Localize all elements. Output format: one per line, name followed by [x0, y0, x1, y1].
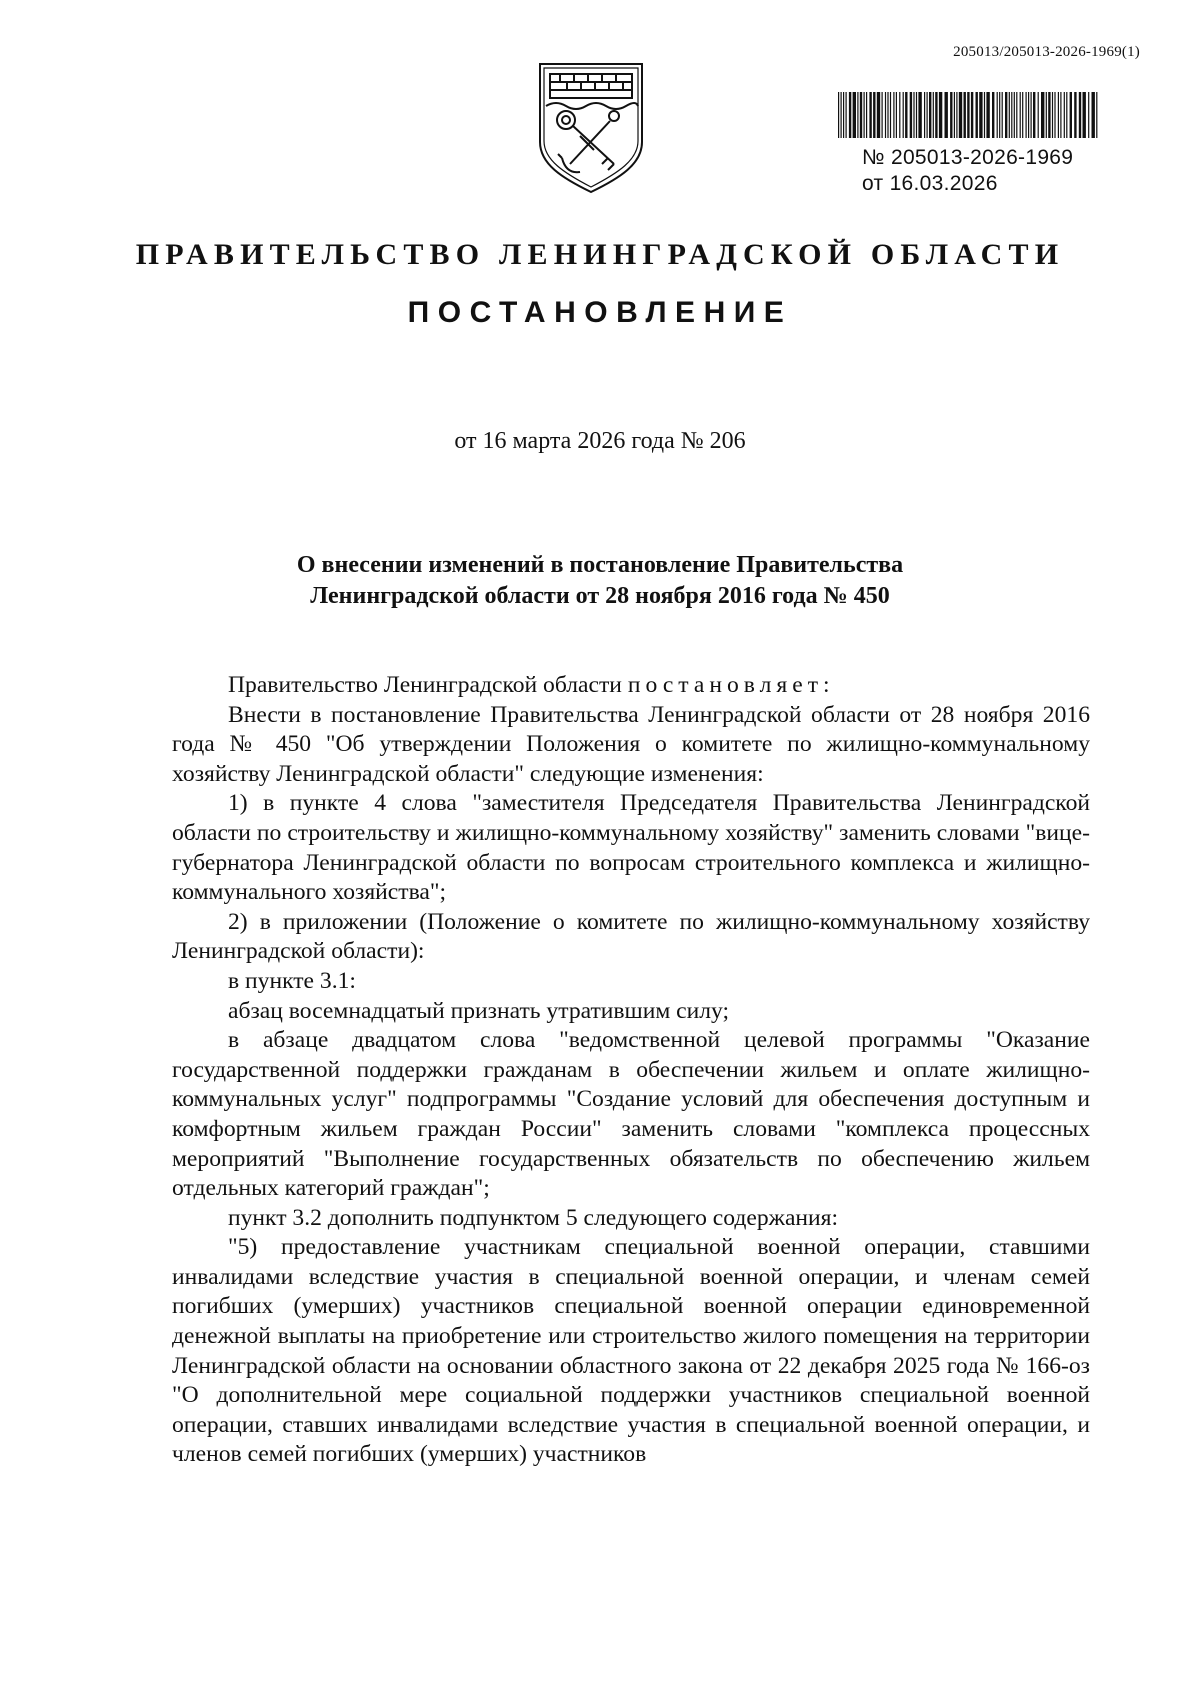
barcode-bar — [903, 92, 904, 138]
barcode-bar — [1005, 92, 1007, 138]
barcode-bar — [1083, 92, 1086, 138]
barcode-bar — [1060, 92, 1061, 138]
barcode-bar — [964, 92, 966, 138]
barcode-bar — [890, 92, 891, 138]
barcode-bar — [954, 92, 955, 138]
barcode-bar — [1026, 92, 1027, 138]
barcode-bar — [893, 92, 894, 138]
body-paragraph: пункт 3.2 дополнить подпунктом 5 следующего содержания: — [228, 1204, 839, 1231]
barcode-bar — [857, 92, 858, 138]
barcode-bar — [1009, 92, 1010, 138]
barcode-bar — [956, 92, 957, 138]
body-paragraph: "5) предоставление участникам специальной военной операции, ставшими инвалидами вследствие участия в специальной военной операции, и членам семей погибших (умерших) участников специальной военной операции единовременной денежной выплаты на приобретение или строительство жилого помещения на территории Ленинградской области на основании областного закона от 22 декабря 2025 года № 166-оз "О дополнительной мере социальной поддержки участников специальной военной операции, ставших инвалидами вследствие участия в специальной военной операции, и членов семей погибших (умерших) участников — [172, 1234, 1090, 1468]
barcode-bar — [979, 92, 982, 138]
registration-number: № 205013-2026-1969 — [862, 146, 1074, 169]
body-paragraph: 1) в пункте 4 слова "заместителя Председателя Правительства Ленинградской области по строительству и жилищно-коммунальному хозяйству" заменить словами "вице-губернатора Ленинградской области по вопросам строительного комплекса и жилищно-коммунального хозяйства"; — [172, 790, 1090, 906]
body-paragraph: в абзаце двадцатом слова "ведомственной целевой программы "Оказание государственной поддержки гражданам в обеспечении жильем и оплате жилищно-коммунальных услуг" подпрограммы "Создание условий для обеспечения доступным и комфортным жильем граждан России" заменить словами "комплекса процессных мероприятий "Выполнение государственных обязательств по обеспечению жильем отдельных категорий граждан"; — [172, 1027, 1090, 1202]
barcode-bar — [1028, 92, 1029, 138]
barcode-bar — [1038, 92, 1039, 138]
barcode-bar — [939, 92, 942, 138]
barcode-bar — [841, 92, 842, 138]
barcode-bar — [869, 92, 871, 138]
coat-of-arms-icon — [536, 60, 646, 196]
barcode-bar — [887, 92, 888, 138]
barcode-bar — [935, 92, 937, 138]
barcode-bar — [899, 92, 900, 138]
barcode-bar — [933, 92, 934, 138]
barcode-bar — [843, 92, 844, 138]
top-document-code: 205013/205013-2026-1969(1) — [953, 44, 1140, 60]
barcode-bar — [1011, 92, 1012, 138]
resolution-date-number: от 16 марта 2026 года № 206 — [454, 428, 746, 454]
barcode-bar — [849, 92, 851, 138]
barcode-bar — [927, 92, 928, 138]
barcode-bar — [945, 92, 948, 138]
preamble — [172, 671, 1090, 701]
barcode-bar — [846, 92, 847, 138]
barcode-bar — [877, 92, 880, 138]
barcode-bar — [1088, 92, 1089, 138]
barcode-bar — [1041, 92, 1044, 138]
barcode-bar — [999, 92, 1000, 138]
body-paragraph: Внести в постановление Правительства Ленинградской области от 28 ноября 2016 года № 450 "Об утверждении Положения о комитете по жилищно-коммунальному хозяйству Ленинградской области" следующие изменения: — [172, 701, 1090, 787]
barcode-bar — [971, 92, 973, 138]
barcode-bar — [1079, 92, 1081, 138]
barcode-bar — [1002, 92, 1003, 138]
barcode-bar — [882, 92, 883, 138]
barcode-bar — [997, 92, 998, 138]
barcode-bar — [905, 92, 907, 138]
barcode-bar — [896, 92, 897, 138]
body-paragraph: 2) в приложении (Положение о комитете по жилищно-коммунальному хозяйству Ленинградской области): — [172, 908, 1090, 965]
barcode-bar — [1058, 92, 1059, 138]
barcode-bar — [838, 92, 839, 138]
barcode-bar — [916, 92, 917, 138]
barcode-bar — [976, 92, 978, 138]
barcode-bar — [1033, 92, 1035, 138]
barcode-bar — [1014, 92, 1015, 138]
barcode-bar — [1046, 92, 1047, 138]
barcode-bar — [1016, 92, 1017, 138]
barcode-bar — [967, 92, 969, 138]
barcode-bar — [1020, 92, 1021, 138]
barcode-bar — [1066, 92, 1067, 138]
barcode-bar — [924, 92, 925, 138]
barcode-bar — [918, 92, 921, 138]
document-type-heading: ПОСТАНОВЛЕНИЕ — [407, 296, 793, 329]
barcode-bar — [913, 92, 914, 138]
barcode-bar — [929, 92, 931, 138]
barcode-bar — [984, 92, 985, 138]
government-title: ПРАВИТЕЛЬСТВО ЛЕНИНГРАДСКОЙ ОБЛАСТИ — [135, 238, 1065, 271]
barcode-bar — [1096, 92, 1097, 138]
barcode-bar — [950, 92, 952, 138]
barcode-bar — [860, 92, 862, 138]
barcode-bar — [1074, 92, 1076, 138]
barcode-bar — [986, 92, 989, 138]
barcode-bar — [864, 92, 865, 138]
subject-line-2: Ленинградской области от 28 ноября 2016 года № 450 — [310, 583, 890, 609]
preamble-keyword: постановляет: — [627, 672, 835, 698]
resolution-body — [172, 671, 1090, 1470]
body-paragraph: абзац восемнадцатый признать утратившим силу; — [228, 997, 730, 1024]
barcode-bar — [1054, 92, 1055, 138]
registration-date: от 16.03.2026 — [862, 172, 998, 195]
barcode-bar — [1070, 92, 1072, 138]
preamble-text: Правительство Ленинградской области — [228, 672, 628, 698]
barcode-bar — [910, 92, 912, 138]
barcode-bar — [866, 92, 867, 138]
barcode-bar — [885, 92, 886, 138]
barcode-icon — [836, 92, 1102, 138]
barcode-bar — [1048, 92, 1050, 138]
barcode-bar — [992, 92, 994, 138]
barcode-bar — [1022, 92, 1023, 138]
resolution-subject — [200, 550, 1000, 612]
barcode-bar — [873, 92, 875, 138]
barcode-bar — [1031, 92, 1032, 138]
barcode-bar — [1052, 92, 1053, 138]
subject-line-1: О внесении изменений в постановление Правительства — [296, 552, 904, 578]
barcode-bar — [959, 92, 962, 138]
barcode-bar — [1064, 92, 1065, 138]
body-paragraph: в пункте 3.1: — [228, 967, 356, 994]
barcode-bar — [1092, 92, 1095, 138]
barcode-bar — [853, 92, 856, 138]
